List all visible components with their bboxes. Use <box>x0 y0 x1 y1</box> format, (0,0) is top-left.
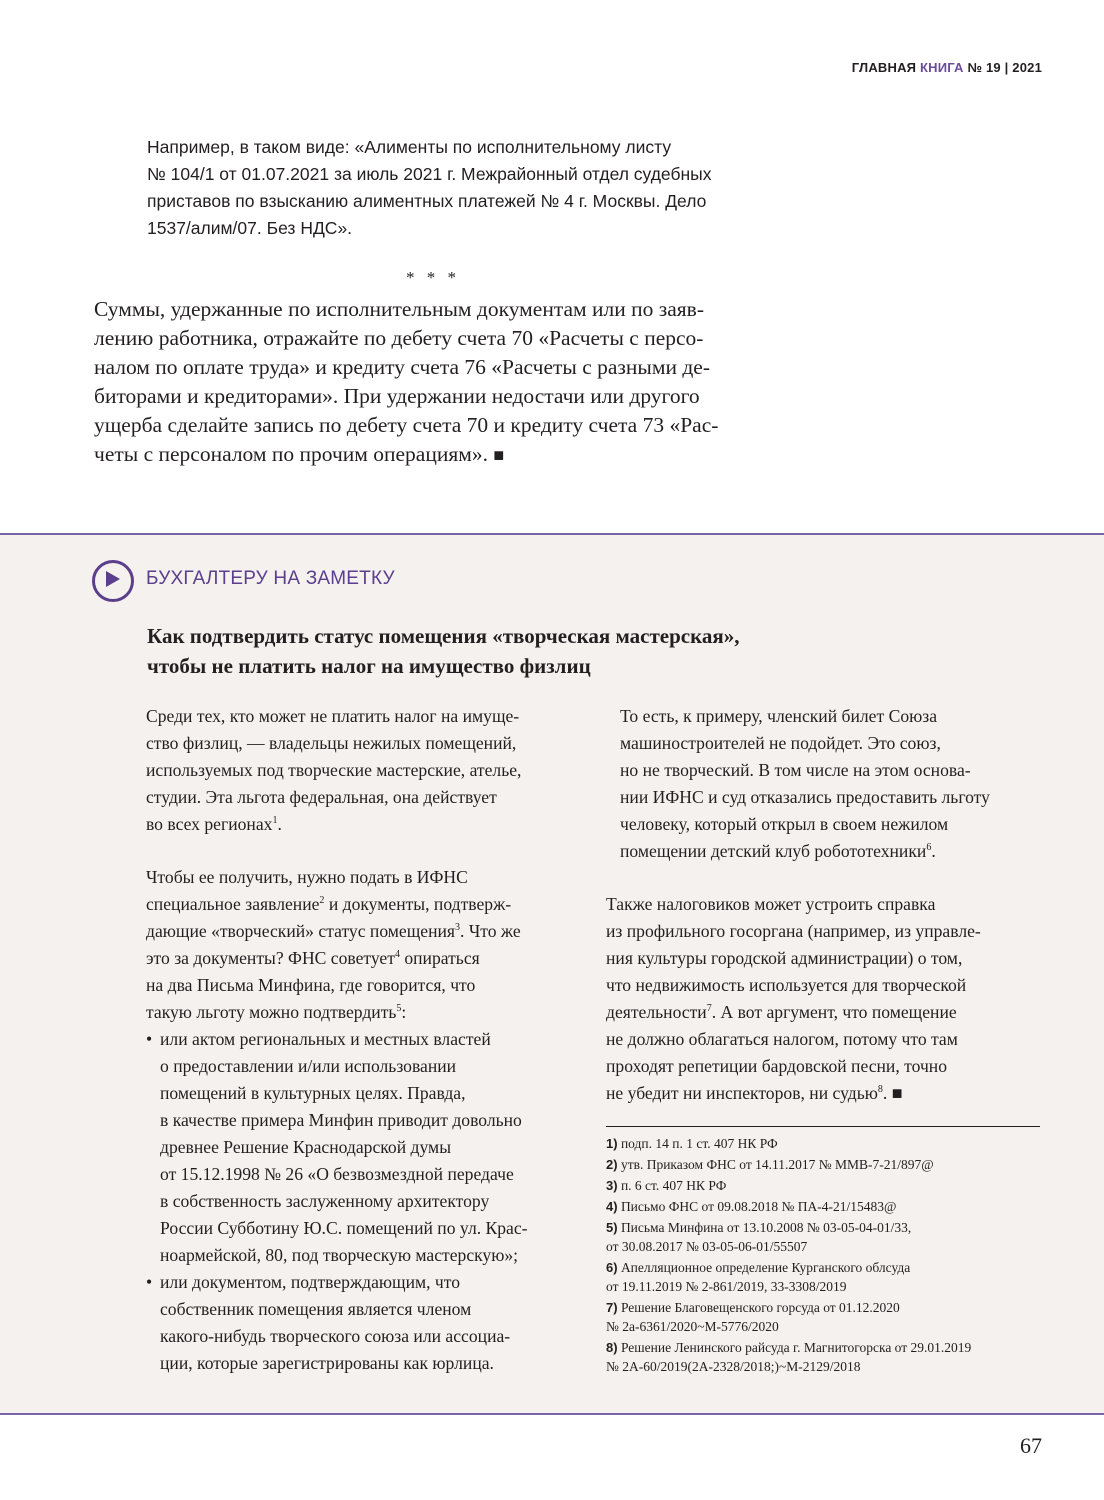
main-line: налом по оплате труда» и кредиту счета 76 «Расчеты с разными де- <box>94 355 710 379</box>
left-column <box>146 703 586 1377</box>
text-line: России Субботину Ю.С. помещений по ул. Крас- <box>160 1218 528 1238</box>
text-line: . <box>277 814 282 834</box>
text-line: ции, которые зарегистрированы как юрлица. <box>160 1353 494 1373</box>
text-line: . А вот аргумент, что помещение <box>711 1002 957 1022</box>
issue-info: № 19 | 2021 <box>967 60 1042 75</box>
footnote-text: утв. Приказом ФНС от 14.11.2017 № ММВ-7-21/897@ <box>620 1157 934 1172</box>
text-line: деятельности <box>606 1002 707 1022</box>
text-line: что недвижимость используется для творческой <box>606 975 967 995</box>
text-line: древнее Решение Краснодарской думы <box>160 1137 452 1157</box>
footnote-ref: 3 <box>455 922 461 934</box>
footnote-ref: 8 <box>877 1084 883 1096</box>
main-line: Суммы, удержанные по исполнительным документам или по заяв- <box>94 297 704 321</box>
quote-line: № 104/1 от 01.07.2021 за июль 2021 г. Межрайонный отдел судебных <box>147 164 712 184</box>
footnote-text: Апелляционное определение Курганского облсуда <box>620 1260 911 1275</box>
bullet-list <box>146 1026 586 1377</box>
text-line: и документы, подтверж- <box>324 894 512 914</box>
text-line: . <box>882 1083 888 1103</box>
example-quote <box>147 134 787 242</box>
page-number: 67 <box>1020 1433 1042 1458</box>
footnote <box>606 1218 1046 1256</box>
text-line: дающие «творческий» статус помещения <box>146 921 456 941</box>
footnote-text: Решение Благовещенского горсуда от 01.12.2020 <box>620 1300 900 1315</box>
right-column <box>606 703 1046 1107</box>
text-line: на два Письма Минфина, где говорится, что <box>146 975 476 995</box>
footnote-text: п. 6 ст. 407 НК РФ <box>620 1178 727 1193</box>
left-paragraph-1 <box>146 703 586 838</box>
main-line-last <box>94 440 784 470</box>
footnote-number: 5) <box>606 1220 618 1235</box>
right-paragraph-1 <box>606 703 1046 865</box>
footnote-ref: 2 <box>319 895 325 907</box>
footnote-number: 3) <box>606 1178 618 1193</box>
text-line: какого-нибудь творческого союза или ассоциа- <box>160 1326 511 1346</box>
footnote-text: от 30.08.2017 № 03-05-06-01/55507 <box>606 1239 808 1254</box>
quote-line: приставов по взысканию алиментных платежей № 4 г. Москвы. Дело <box>147 191 707 211</box>
footnote-number: 2) <box>606 1157 618 1172</box>
text-line: проходят репетиции бардовской песни, точно <box>606 1056 948 1076</box>
footnote <box>606 1197 1046 1216</box>
text-line: помещении детский клуб робототехники <box>620 841 927 861</box>
text-line: из профильного госоргана (например, из управле- <box>606 921 981 941</box>
text-line: нии ИФНС и суд отказались предоставить льготу <box>620 787 990 807</box>
running-header <box>852 60 1042 75</box>
text-line: ство физлиц, — владельцы нежилых помещений, <box>146 733 517 753</box>
tip-box-label: БУХГАЛТЕРУ НА ЗАМЕТКУ <box>146 568 395 589</box>
footnote-text: Решение Ленинского райсуда г. Магнитогорска от 29.01.2019 <box>620 1340 972 1355</box>
end-mark: ■ <box>493 445 505 465</box>
text-line: или документом, подтверждающим, что <box>160 1272 461 1292</box>
brand-accent: КНИГА <box>920 60 964 75</box>
main-paragraph <box>94 295 784 470</box>
text-line: от 15.12.1998 № 26 «О безвозмездной передаче <box>160 1164 514 1184</box>
footnotes <box>606 1134 1046 1378</box>
title-line: Как подтвердить статус помещения «творческая мастерская», <box>147 624 740 648</box>
text-line: в качестве примера Минфин приводит довольно <box>160 1110 522 1130</box>
footnote-text: № 2А-60/2019(2А-2328/2018;)~М-2129/2018 <box>606 1359 861 1374</box>
text-line: Среди тех, кто может не платить налог на имуще- <box>146 706 520 726</box>
brand-main: ГЛАВНАЯ <box>851 60 917 75</box>
text-line: студии. Эта льгота федеральная, она действует <box>146 787 497 807</box>
footnote-text: Письма Минфина от 13.10.2008 № 03-05-04-01/33, <box>620 1220 912 1235</box>
footnote-number: 7) <box>606 1300 618 1315</box>
text-line: : <box>401 1002 407 1022</box>
footnote <box>606 1155 1046 1174</box>
right-paragraph-2 <box>606 891 1046 1107</box>
text-line: или актом региональных и местных властей <box>160 1029 491 1049</box>
footnote-number: 8) <box>606 1340 618 1355</box>
text-line: о предоставлении и/или использовании <box>160 1056 457 1076</box>
footnote-ref: 6 <box>926 842 932 854</box>
text-line: но не творческий. В том числе на этом основа- <box>620 760 971 780</box>
text-line: То есть, к примеру, членский билет Союза <box>620 706 938 726</box>
footnote-ref: 7 <box>706 1003 712 1015</box>
text-line: человеку, который открыл в своем нежилом <box>620 814 949 834</box>
text-line: помещений в культурных целях. Правда, <box>160 1083 466 1103</box>
main-line: биторами и кредиторами». При удержании недостачи или другого <box>94 384 700 408</box>
footnote-number: 1) <box>606 1136 618 1151</box>
footnote-ref: 4 <box>394 949 400 961</box>
text-line: опираться <box>399 948 480 968</box>
text-line: во всех регионах <box>146 814 273 834</box>
footnote-ref: 5 <box>396 1003 402 1015</box>
text-line: такую льготу можно подтвердить <box>146 1002 397 1022</box>
text-line: не должно облагаться налогом, потому что там <box>606 1029 958 1049</box>
footnote <box>606 1176 1046 1195</box>
footnote-ref: 1 <box>272 815 278 827</box>
text-line: ноармейской, 80, под творческую мастерскую»; <box>160 1245 519 1265</box>
list-item <box>146 1026 586 1269</box>
main-line: четы с персоналом по прочим операциям». <box>94 442 488 466</box>
footnote-text: от 19.11.2019 № 2-861/2019, 33-3308/2019 <box>606 1279 847 1294</box>
text-line: в собственность заслуженному архитектору <box>160 1191 490 1211</box>
text-line: это за документы? ФНС советует <box>146 948 395 968</box>
list-item <box>146 1269 586 1377</box>
footnote <box>606 1258 1046 1296</box>
footnote-text: № 2а-6361/2020~М-5776/2020 <box>606 1319 779 1334</box>
text-line: . Что же <box>460 921 521 941</box>
text-line: не убедит ни инспекторов, ни судью <box>606 1083 878 1103</box>
text-line: Чтобы ее получить, нужно подать в ИФНС <box>146 867 468 887</box>
section-separator: * * * <box>406 268 460 287</box>
text-line: машиностроителей не подойдет. Это союз, <box>620 733 941 753</box>
end-mark: ■ <box>891 1083 903 1103</box>
main-line: лению работника, отражайте по дебету счета 70 «Расчеты с персо- <box>94 326 704 350</box>
play-icon <box>92 560 134 602</box>
text-line: собственник помещения является членом <box>160 1299 472 1319</box>
text-line: . <box>931 841 936 861</box>
footnote-text: Письмо ФНС от 09.08.2018 № ПА-4-21/15483@ <box>620 1199 897 1214</box>
footnote <box>606 1298 1046 1336</box>
main-line: ущерба сделайте запись по дебету счета 70 и кредиту счета 73 «Рас- <box>94 413 719 437</box>
quote-line: Например, в таком виде: «Алименты по исполнительному листу <box>147 137 672 157</box>
footnote-text: подп. 14 п. 1 ст. 407 НК РФ <box>620 1136 778 1151</box>
footnote-number: 6) <box>606 1260 618 1275</box>
title-line: чтобы не платить налог на имущество физлиц <box>147 654 591 678</box>
tip-box-title <box>147 621 967 681</box>
text-line: используемых под творческие мастерские, ателье, <box>146 760 522 780</box>
text-line: ния культуры городской администрации) о том, <box>606 948 963 968</box>
left-paragraph-2 <box>146 864 586 1026</box>
quote-line: 1537/алим/07. Без НДС». <box>147 218 353 238</box>
text-line: специальное заявление <box>146 894 320 914</box>
footnote-divider <box>606 1126 1040 1127</box>
footnote-number: 4) <box>606 1199 618 1214</box>
footnote <box>606 1134 1046 1153</box>
footnote <box>606 1338 1046 1376</box>
text-line: Также налоговиков может устроить справка <box>606 894 936 914</box>
